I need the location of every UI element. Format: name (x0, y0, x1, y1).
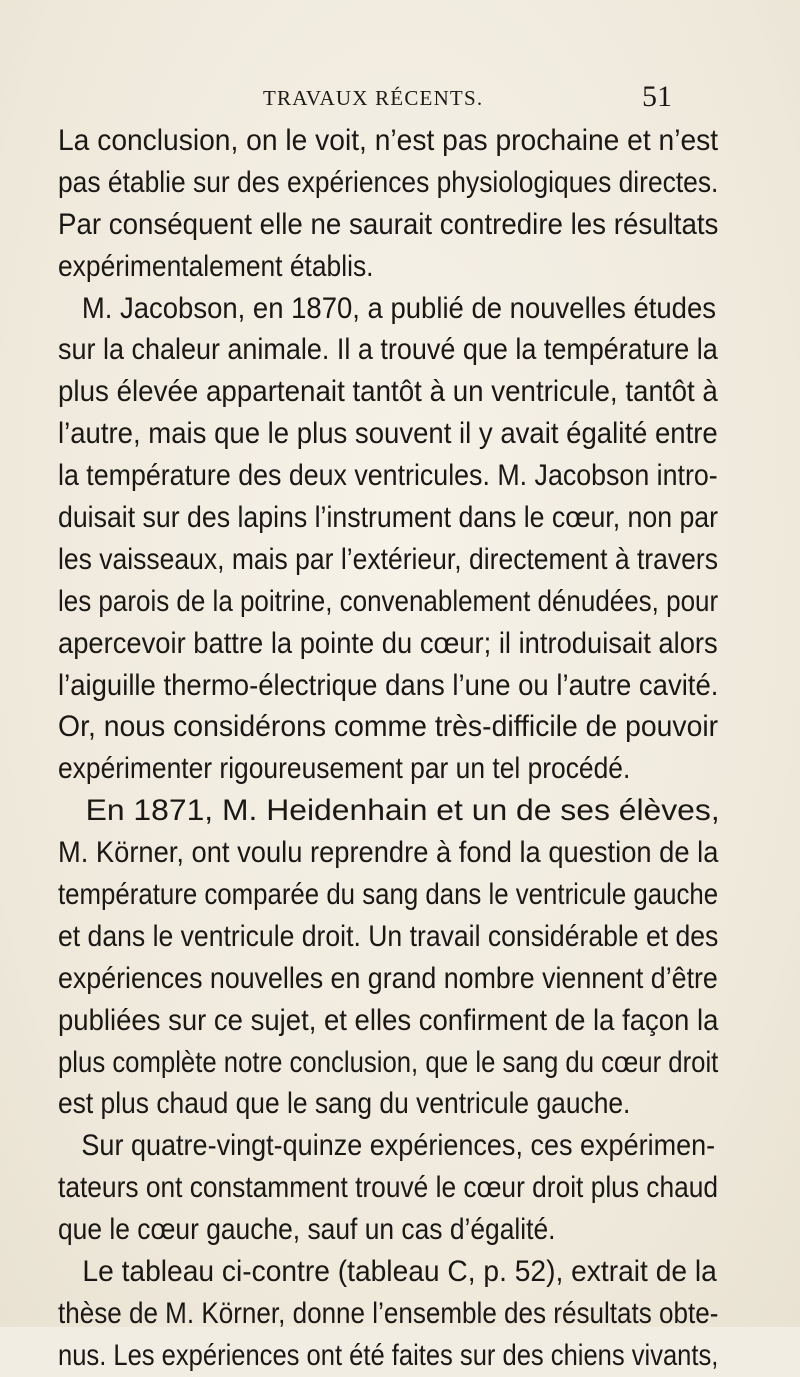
text-line: pas établie sur des expériences physiologiques directes. (58, 165, 719, 199)
text-line: expérimenter rigoureusement par un tel procédé. (58, 752, 631, 786)
text-line: apercevoir battre la pointe du cœur; il introduisait alors (58, 626, 718, 660)
text-line: et dans le ventricule droit. Un travail considérable et des (58, 919, 719, 953)
text-line: la température des deux ventricules. M. Jacobson intro- (58, 459, 718, 493)
text-line: M. Körner, ont voulu reprendre à fond la question de la (58, 836, 719, 870)
running-head-title: TRAVAUX RÉCENTS. (263, 86, 484, 110)
page-number: 51 (642, 80, 672, 113)
text-line: expériences nouvelles en grand nombre viennent d’être (58, 961, 718, 995)
text-line: publiées sur ce sujet, et elles confirment de la façon la (58, 1003, 719, 1037)
text-line: l’autre, mais que le plus souvent il y avait égalité entre (58, 417, 718, 451)
text-line: nus. Les expériences ont été faites sur des chiens vivants, (58, 1338, 719, 1372)
text-line: plus complète notre conclusion, que le sang du cœur droit (58, 1045, 719, 1079)
text-line: thèse de M. Körner, donne l’ensemble des résultats obte- (58, 1296, 719, 1330)
body-text (58, 120, 718, 1377)
text-line: tateurs ont constamment trouvé le cœur droit plus chaud (58, 1171, 719, 1205)
text-line: expérimentalement établis. (58, 249, 374, 283)
text-line: Par conséquent elle ne saurait contredire les résultats (58, 207, 719, 241)
text-line: Sur quatre-vingt-quinze expériences, ces expérimen- (81, 1129, 716, 1163)
text-line: température comparée du sang dans le ventricule gauche (58, 878, 719, 912)
text-line: sur la chaleur animale. Il a trouvé que la température la (58, 333, 718, 367)
text-line: La conclusion, on le voit, n’est pas prochaine et n’est (58, 124, 719, 157)
text-line: est plus chaud que le sang du ventricule gauche. (58, 1087, 631, 1121)
text-line: l’aiguille thermo-électrique dans l’une ou l’autre cavité. (58, 668, 719, 702)
text-line: que le cœur gauche, sauf un cas d’égalité. (58, 1213, 556, 1247)
text-line: les parois de la poitrine, convenablement dénudées, pour (58, 584, 719, 618)
text-line: plus élevée appartenait tantôt à un ventricule, tantôt à (58, 375, 718, 409)
text-line: les vaisseaux, mais par l’extérieur, directement à travers (58, 542, 718, 576)
running-head (0, 78, 800, 118)
text-line: Or, nous considérons comme très-difficile de pouvoir (58, 710, 719, 744)
text-line: M. Jacobson, en 1870, a publié de nouvelles études (81, 291, 716, 325)
text-line: En 1871, M. Heidenhain et un de ses élèves, (85, 794, 720, 828)
text-line: Le tableau ci-contre (tableau C, p. 52), extrait de la (82, 1255, 717, 1289)
text-line: duisait sur des lapins l’instrument dans le cœur, non par (58, 501, 719, 535)
